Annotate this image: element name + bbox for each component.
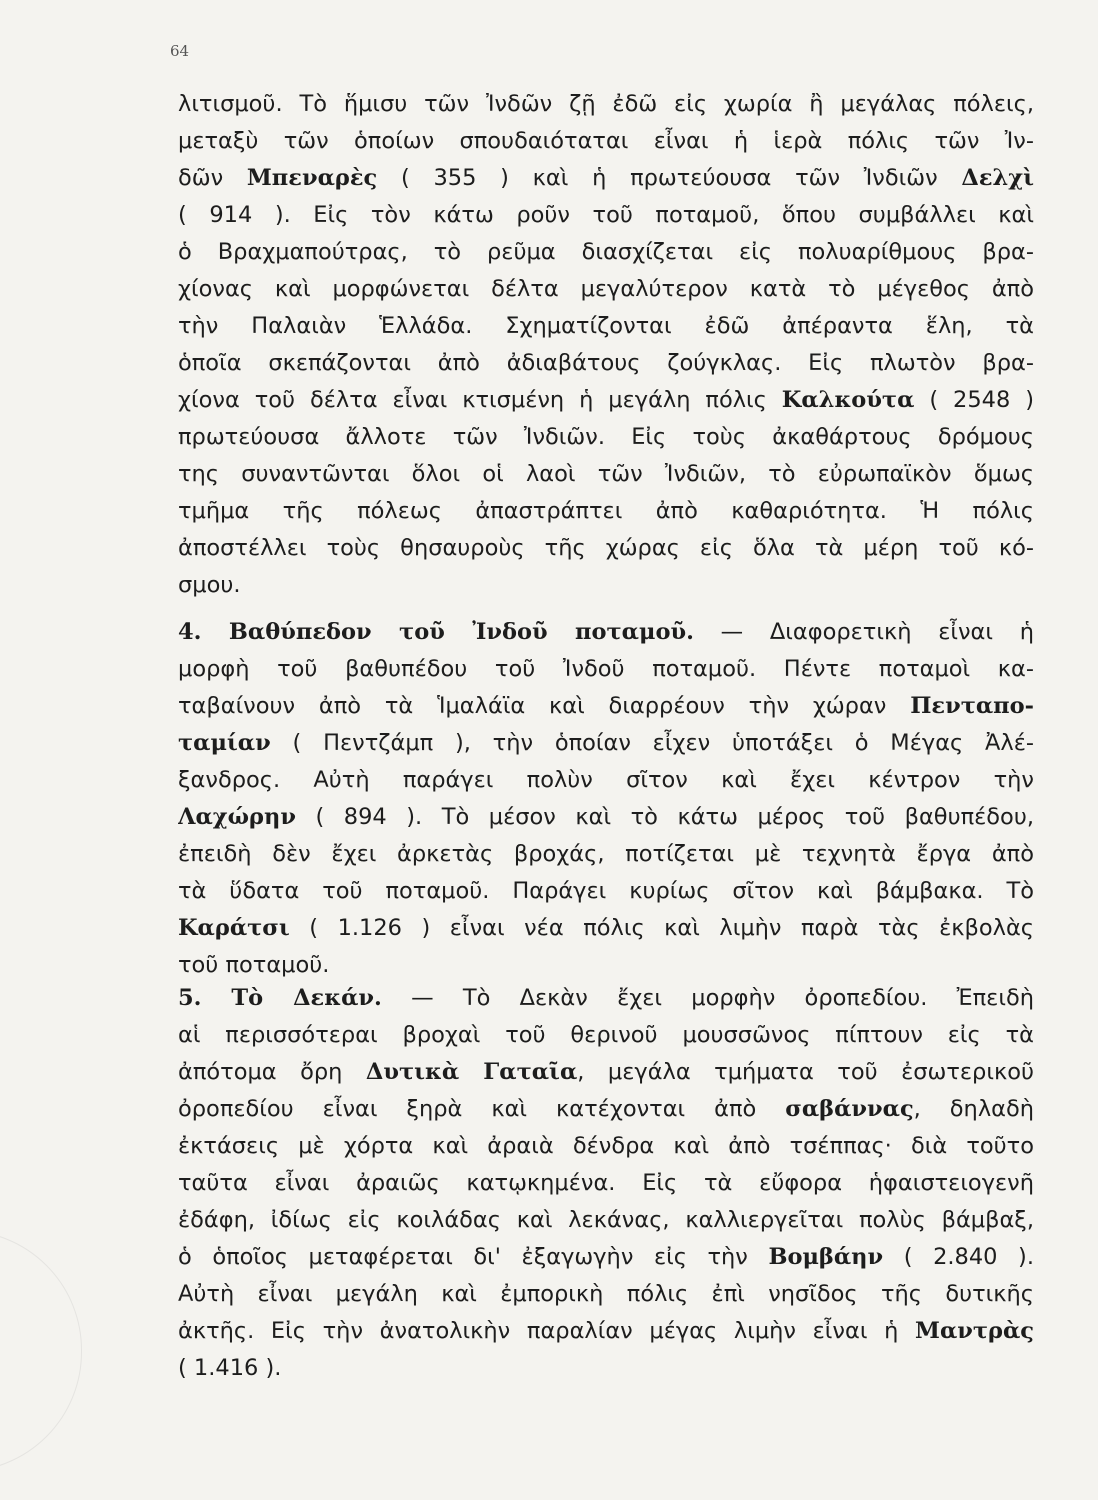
text-run: πρωτεύουσα ἄλλοτε τῶν Ἰνδιῶν. Εἰς τοὺς ἀκαθάρτους δρόμους xyxy=(178,424,1034,450)
bold-term: Δυτικὰ Γαταῖα xyxy=(365,1059,578,1085)
text-run: ἐπειδὴ δὲν ἔχει ἀρκετὰς βροχάς, ποτίζεται μὲ τεχνητὰ ἔργα ἀπὸ xyxy=(178,841,1034,867)
text-line xyxy=(178,271,1034,308)
text-line xyxy=(178,493,1034,530)
text-line xyxy=(178,1165,1034,1202)
bold-term: Καλκούτα xyxy=(781,387,915,413)
bold-term: Λαχώρην xyxy=(178,804,296,830)
bold-term: Δελχὶ xyxy=(961,165,1034,191)
text-run: τὴν Παλαιὰν Ἑλλάδα. Σχηματίζονται ἐδῶ ἀπέραντα ἕλη, τὰ xyxy=(178,313,1034,339)
text-run: ( 1.416 ). xyxy=(178,1355,282,1381)
library-stamp-watermark xyxy=(0,1230,82,1472)
text-run: ξανδρος. Αὐτὴ παράγει πολὺν σῖτον καὶ ἔχει κέντρον τὴν xyxy=(178,767,1034,793)
text-run: ( 914 ). Εἰς τὸν κάτω ροῦν τοῦ ποταμοῦ, ὅπου συμβάλλει καὶ xyxy=(178,202,1034,228)
text-run: σμου. xyxy=(178,572,241,598)
text-line xyxy=(178,567,1034,604)
text-run: αἱ περισσότεραι βροχαὶ τοῦ θερινοῦ μουσσῶνος πίπτουν εἰς τὰ xyxy=(178,1022,1034,1048)
text-line xyxy=(178,234,1034,271)
bold-term: Βομβάην xyxy=(768,1244,884,1270)
text-run: ταβαίνουν ἀπὸ τὰ Ἱμαλάϊα καὶ διαρρέουν τὴν χώραν xyxy=(178,693,911,719)
text-run: Αὐτὴ εἶναι μεγάλη καὶ ἐμπορικὴ πόλις ἐπὶ νησῖδος τῆς δυτικῆς xyxy=(178,1281,1034,1307)
text-run: ( Πεντζάμπ ), τὴν ὁποίαν εἶχεν ὑποτάξει ὁ Μέγας Ἀλέ- xyxy=(270,730,1034,756)
text-run: ( 894 ). Τὸ μέσον καὶ τὸ κάτω μέρος τοῦ βαθυπέδου, xyxy=(295,804,1034,830)
text-line xyxy=(178,688,1034,725)
text-run: της συναντῶνται ὅλοι οἱ λαοὶ τῶν Ἰνδιῶν, τὸ εὐρωπαϊκὸν ὅμως xyxy=(178,461,1034,487)
text-run: ἀποστέλλει τοὺς θησαυροὺς τῆς χώρας εἰς ὅλα τὰ μέρη τοῦ κό- xyxy=(178,535,1034,561)
text-line xyxy=(178,1054,1034,1091)
section-4 xyxy=(178,614,1034,984)
text-run: ( 2.840 ). xyxy=(883,1244,1034,1270)
text-run: μορφὴ τοῦ βαθυπέδου τοῦ Ἰνδοῦ ποταμοῦ. Πέντε ποταμοὶ κα- xyxy=(178,656,1034,682)
text-run: ( 355 ) καὶ ἡ πρωτεύουσα τῶν Ἰνδιῶν xyxy=(377,165,962,191)
text-line xyxy=(178,1202,1034,1239)
text-run: μεταξὺ τῶν ὁποίων σπουδαιόταται εἶναι ἡ ἱερὰ πόλις τῶν Ἰν- xyxy=(178,128,1034,154)
text-run: ὁ Βραχμαπούτρας, τὸ ρεῦμα διασχίζεται εἰς πολυαρίθμους βρα- xyxy=(178,239,1034,265)
text-line xyxy=(178,1128,1034,1165)
text-line xyxy=(178,799,1034,836)
text-line xyxy=(178,345,1034,382)
text-line xyxy=(178,530,1034,567)
text-line xyxy=(178,1276,1034,1313)
text-run: ἀκτῆς. Εἰς τὴν ἀνατολικὴν παραλίαν μέγας λιμὴν εἶναι ἡ xyxy=(178,1318,916,1344)
section-5 xyxy=(178,980,1034,1387)
text-run: — Διαφορετικὴ εἶναι ἡ xyxy=(693,619,1034,645)
text-line xyxy=(178,197,1034,234)
text-line xyxy=(178,308,1034,345)
text-run: ὁ ὁποῖος μεταφέρεται δι' ἐξαγωγὴν εἰς τὴν xyxy=(178,1244,769,1270)
text-line xyxy=(178,1091,1034,1128)
text-line xyxy=(178,614,1034,651)
bold-term: ταμίαν xyxy=(178,730,271,756)
text-line xyxy=(178,456,1034,493)
bold-term: Καράτσι xyxy=(178,915,290,941)
text-run: ( 2548 ) xyxy=(914,387,1034,413)
text-line xyxy=(178,1017,1034,1054)
text-run: τὰ ὕδατα τοῦ ποταμοῦ. Παράγει κυρίως σῖτον καὶ βάμβακα. Τὸ xyxy=(178,878,1034,904)
text-run: ἀπότομα ὄρη xyxy=(178,1059,366,1085)
text-run: τοῦ ποταμοῦ. xyxy=(178,952,330,978)
text-run: ταῦτα εἶναι ἀραιῶς κατῳκημένα. Εἰς τὰ εὔφορα ἡφαιστειογενῆ xyxy=(178,1170,1034,1196)
bold-term: σαβάννας xyxy=(785,1096,914,1122)
text-run: δῶν xyxy=(178,165,247,191)
text-run: — Τὸ Δεκὰν ἔχει μορφὴν ὀροπεδίου. Ἐπειδὴ xyxy=(381,985,1034,1011)
text-run: ἐκτάσεις μὲ χόρτα καὶ ἀραιὰ δένδρα καὶ ἀπὸ τσέππας· διὰ τοῦτο xyxy=(178,1133,1034,1159)
bold-term: Μπεναρὲς xyxy=(246,165,378,191)
text-run: ἐδάφη, ἰδίως εἰς κοιλάδας καὶ λεκάνας, καλλιεργεῖται πολὺς βάμβαξ, xyxy=(178,1207,1034,1233)
text-line xyxy=(178,873,1034,910)
text-line xyxy=(178,762,1034,799)
text-run: χίονας καὶ μορφώνεται δέλτα μεγαλύτερον κατὰ τὸ μέγεθος ἀπὸ xyxy=(178,276,1034,302)
text-line xyxy=(178,651,1034,688)
text-run: τμῆμα τῆς πόλεως ἀπαστράπτει ἀπὸ καθαριότητα. Ἡ πόλις xyxy=(178,498,1034,524)
bold-term: Πενταπο- xyxy=(910,693,1034,719)
text-line xyxy=(178,836,1034,873)
text-run: , μεγάλα τμήματα τοῦ ἐσωτερικοῦ xyxy=(577,1059,1034,1085)
text-line xyxy=(178,123,1034,160)
text-run: , δηλαδὴ xyxy=(913,1096,1034,1122)
text-line xyxy=(178,382,1034,419)
text-run: χίονα τοῦ δέλτα εἶναι κτισμένη ἡ μεγάλη πόλις xyxy=(178,387,782,413)
text-run: ὁποῖα σκεπάζονται ἀπὸ ἀδιαβάτους ζούγκλας. Εἰς πλωτὸν βρα- xyxy=(178,350,1034,376)
text-line xyxy=(178,1350,1034,1387)
bold-term: 5. Τὸ Δεκάν. xyxy=(178,985,382,1011)
page-number: 64 xyxy=(170,42,190,60)
text-line xyxy=(178,419,1034,456)
text-run: ὀροπεδίου εἶναι ξηρὰ καὶ κατέχονται ἀπὸ xyxy=(178,1096,786,1122)
bold-term: 4. Βαθύπεδον τοῦ Ἰνδοῦ ποταμοῦ. xyxy=(178,619,694,645)
text-line xyxy=(178,86,1034,123)
text-line xyxy=(178,980,1034,1017)
text-line xyxy=(178,160,1034,197)
text-line xyxy=(178,947,1034,984)
text-run: λιτισμοῦ. Τὸ ἥμισυ τῶν Ἰνδῶν ζῇ ἐδῶ εἰς χωρία ἢ μεγάλας πόλεις, xyxy=(178,91,1034,117)
text-line xyxy=(178,1313,1034,1350)
bold-term: Μαντρὰς xyxy=(915,1318,1034,1344)
paragraph-1 xyxy=(178,86,1034,604)
text-line xyxy=(178,910,1034,947)
text-run: ( 1.126 ) εἶναι νέα πόλις καὶ λιμὴν παρὰ τὰς ἐκβολὰς xyxy=(289,915,1034,941)
text-line xyxy=(178,725,1034,762)
text-line xyxy=(178,1239,1034,1276)
